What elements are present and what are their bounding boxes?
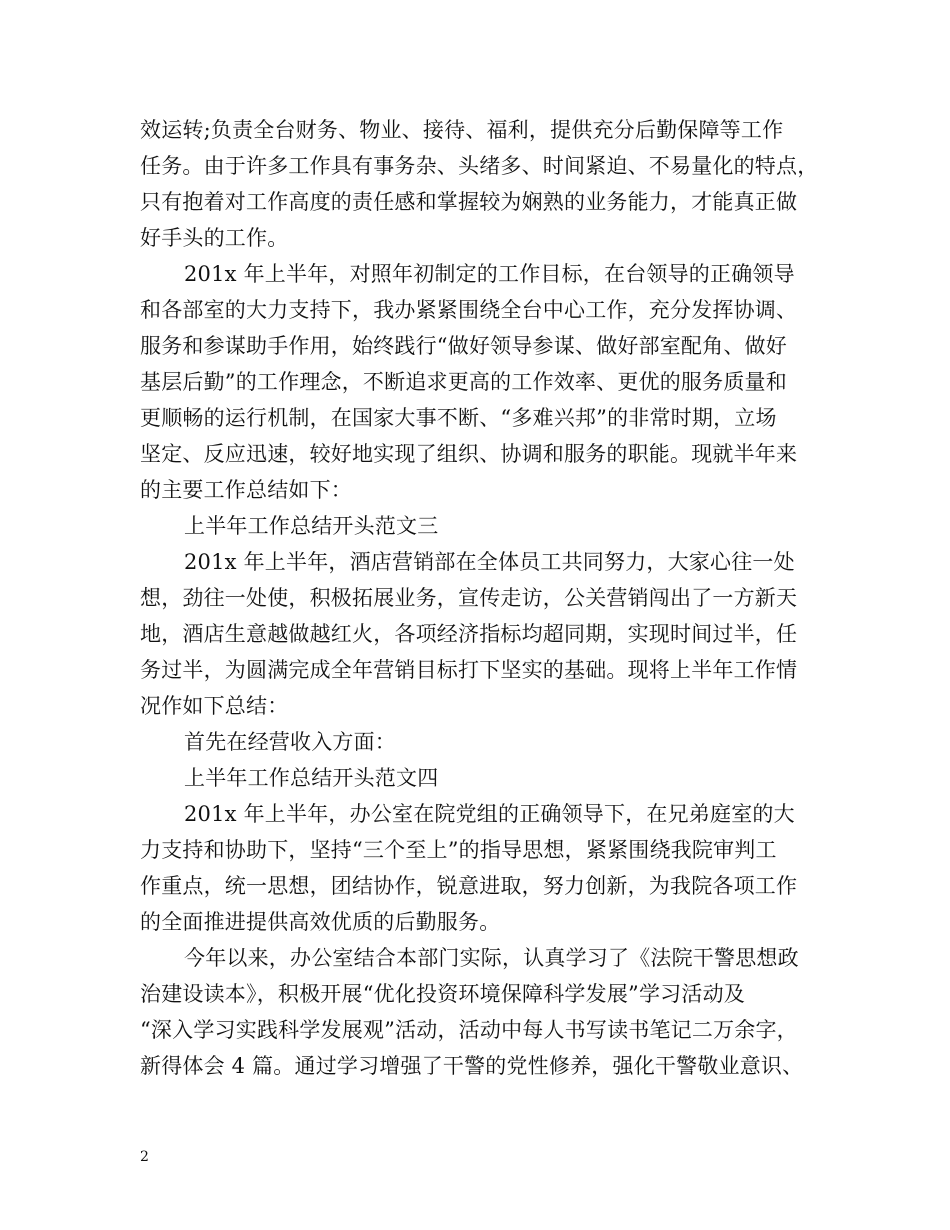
text-line: 的全面推进提供高效优质的后勤服务。	[140, 910, 501, 934]
section-heading: 上半年工作总结开头范文四	[184, 766, 439, 790]
section-heading: 上半年工作总结开头范文三	[184, 514, 439, 538]
paragraph-start-line: 201x 年上半年，办公室在院党组的正确领导下，在兄弟庭室的大	[184, 802, 795, 826]
text-line: 想，劲往一处使，积极拓展业务，宣传走访，公关营销闯出了一方新天	[140, 586, 798, 610]
text-line: 作重点，统一思想，团结协作，锐意进取，努力创新，为我院各项工作	[140, 874, 798, 898]
page-number: 2	[140, 1149, 149, 1165]
text-line: 和各部室的大力支持下，我办紧紧围绕全台中心工作，充分发挥协调、	[140, 298, 798, 322]
text-line: 任务。由于许多工作具有事务杂、头绪多、时间紧迫、不易量化的特点，	[140, 154, 819, 178]
paragraph-start-line: 201x 年上半年，对照年初制定的工作目标，在台领导的正确领导	[184, 262, 795, 286]
text-line: 新得体会 4 篇。通过学习增强了干警的党性修养，强化干警敬业意识、	[140, 1054, 804, 1078]
text-line: 力支持和协助下，坚持“三个至上”的指导思想，紧紧围绕我院审判工	[140, 838, 777, 862]
paragraph-start-line: 首先在经营收入方面：	[184, 730, 396, 754]
text-line: 地，酒店生意越做越红火，各项经济指标均超同期，实现时间过半，任	[140, 622, 798, 646]
text-line: 服务和参谋助手作用，始终践行“做好领导参谋、做好部室配角、做好	[140, 334, 787, 358]
text-line: 更顺畅的运行机制，在国家大事不断、“多难兴邦”的非常时期，立场	[140, 406, 777, 430]
text-line: 的主要工作总结如下：	[140, 478, 352, 502]
text-line: “深入学习实践科学发展观”活动，活动中每人书写读书笔记二万余字，	[140, 1018, 798, 1042]
text-line: 只有抱着对工作高度的责任感和掌握较为娴熟的业务能力，才能真正做	[140, 190, 798, 214]
text-line: 治建设读本》，积极开展“优化投资环境保障科学发展”学习活动及	[140, 982, 745, 1006]
text-line: 况作如下总结：	[140, 694, 289, 718]
text-line: 效运转;负责全台财务、物业、接待、福利，提供充分后勤保障等工作	[140, 118, 784, 142]
text-line: 好手头的工作。	[140, 226, 289, 250]
text-line: 坚定、反应迅速，较好地实现了组织、协调和服务的职能。现就半年来	[140, 442, 798, 466]
text-line: 务过半，为圆满完成全年营销目标打下坚实的基础。现将上半年工作情	[140, 658, 798, 682]
paragraph-start-line: 201x 年上半年，酒店营销部在全体员工共同努力，大家心往一处	[184, 550, 795, 574]
text-line: 基层后勤”的工作理念，不断追求更高的工作效率、更优的服务质量和	[140, 370, 787, 394]
paragraph-start-line: 今年以来，办公室结合本部门实际，认真学习了《法院干警思想政	[184, 946, 799, 970]
